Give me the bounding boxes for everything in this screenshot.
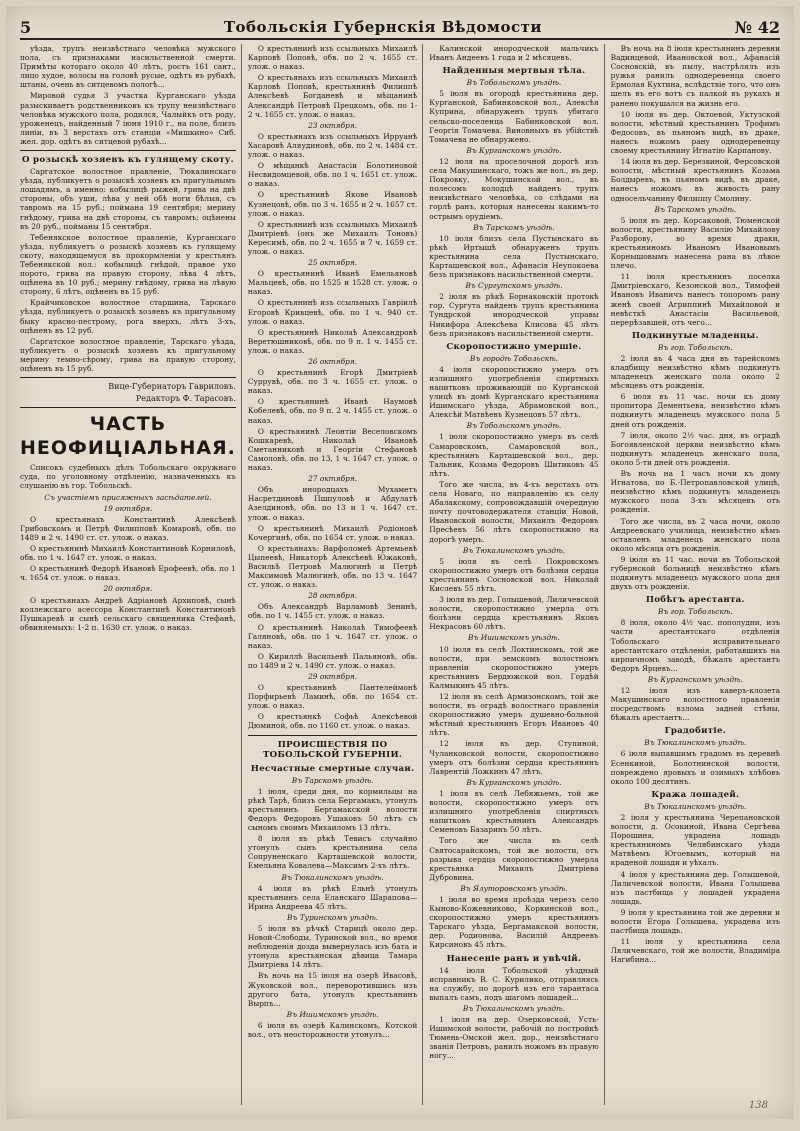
- archive-stamp: 138: [748, 1100, 768, 1111]
- paragraph: О крестьянинѣ изъ ссыльныхъ Гавріилѣ Егоровѣ Кривцевѣ, обв. по 1 ч. 940 ст. улож. о наказ.: [247, 298, 418, 326]
- paragraph: 14 іюля въ дер. Березвиной, Ферсовской волости, мѣстный крестьянинъ Козьма Болдыревъ, въ пьяномъ видѣ, въ драке, нанесъ ножомъ въ живость рану односельчанину Филиппу Смолину.: [610, 157, 781, 203]
- paragraph: 12 іюля въ селѣ Армизонскомъ, той же волости, въ оградѣ волостнаго правленія скоропостижно умеръ душевно-больной мѣстный крестьянинъ Егоръ Ивановъ 40 лѣтъ.: [429, 692, 599, 738]
- paragraph: 9 іюля у крестьянина той же деревни и волости Егора Голышева, украдена изъ пастбища лошадь.: [610, 907, 781, 936]
- paragraph: 6 іюля выпавшимъ градомъ въ деревнѣ Есенкиной, Болотнинской волости, повреждено яровыхъ и озимыхъ хлѣбовъ около 100 десятинъ.: [610, 749, 781, 786]
- subheading: Въ Сургутскомъ уѣздѣ.: [465, 281, 563, 291]
- section-heading: Скоропостижно умершіе.: [446, 341, 582, 352]
- unofficial-part-heading: ЧАСТЬ НЕОФИЦІАЛЬНАЯ.: [20, 413, 236, 460]
- paragraph: 6 іюля въ 11 час. ночи къ дому пропитора Дементьева, неизвѣстно кѣмъ подкинутъ младенецъ мужского пола 5 дней отъ рожденія.: [610, 392, 781, 429]
- paragraph: 4 іюля у крестьянина дер. Голышевой, Лиличевской волости, Ивана Голышева изъ пастбища у лошадей украдена лошадь.: [610, 869, 781, 906]
- paragraph: 10 іюля въ дер. Октоевой, Уктузской волости, мѣстный крестьянинъ Трофимъ Федосовъ, въ пьяномъ видѣ, въ драке, нанесъ ножомъ рану однодеревенцу своему крестьянину Игнатію Карпанову.: [610, 109, 781, 156]
- subheading: Въ Тобольскомъ уѣздѣ.: [466, 78, 562, 88]
- paragraph: 3 іюля въ дер. Голышевой, Лиличевской волости, скоропостижно умерла отъ болѣзни сердца крестьянинъ Яковъ Некрасовъ 60 лѣтъ.: [429, 595, 599, 632]
- section-heading: Найденныя мертвыя тѣла.: [442, 66, 586, 77]
- paragraph: О крестьянахъ Константинѣ Алексѣевѣ Грибовскомъ и Петрѣ Филипповѣ Комаровѣ, обв. по 1489 и 2 ч. 1490 ст. ст. улож. о наказ.: [20, 514, 236, 542]
- paragraph: Саргатское волостное правленіе, Тюкалинскаго уѣзда, публикуетъ о розыскѣ хозяевъ къ пригульнымъ лошадямъ, а именно: кобылицѣ рыжей, грива на двѣ стороны, объ уши, лѣва у ней обѣ ноги бѣлыя, съ тавромъ на 15 руб.; поймана 19 сентября; мерину гнѣдому, грива на двѣ стороны, съ тавромъ; оцѣнены въ 20 руб., пойманы 15 сентября.: [20, 167, 236, 231]
- paragraph: О крестьянинѣ Николаѣ Тимофеевѣ Галяновѣ, обв. по 1 ч. 1647 ст. улож. о наказ.: [247, 622, 418, 650]
- paragraph: Списокъ судебныхъ дѣлъ Тобольскаго окружнаго суда, по уголовному отдѣленію, назначенныхъ къ слушанію въ гор. Тобольскѣ.: [20, 463, 236, 491]
- subheading: Въ Курганскомъ уѣздѣ.: [647, 674, 743, 684]
- paragraph: Саргатское волостное правленіе, Тарскаго уѣзда, публикуетъ о розыскѣ хозяевъ къ пригульному мерину темно-сѣрому, грива на правую сторону, оцѣненъ въ 15 руб.: [20, 336, 236, 373]
- paragraph: Въ ночь на 15 іюля на озерѣ Ивасовѣ, Жуковской вол., переворотившись изъ другого бата, утонулъ крестьянинъ Вырпъ...: [247, 971, 418, 1008]
- paragraph: О крестьянинѣ Федорѣ Ивановѣ Ерофеевѣ, обв. по 1 ч. 1654 ст. улож. о наказ.: [20, 564, 236, 583]
- paragraph: 2 іюля у крестьянина Черепановской волости, д. Осокиной, Ивана Сергѣева Порошина, украдена лошадь крестьяниномъ Челябинскаго уѣзда Матвѣемъ Югоевымъ, который на краденой лошади и уѣхалъ.: [610, 812, 781, 868]
- paragraph: 4 іюля скоропостижно умеръ отъ излишняго употребленія спиртныхъ напитковъ проживающій по Курганской улицѣ въ домѣ Курганскаго крестьянина Ишимскаго уѣзда, Абрамовской вол., Алексѣй Матвѣевъ Кузнецовъ 57 лѣтъ.: [429, 364, 599, 420]
- paragraph: 9 іюля въ 11 час. ночи въ Тобольской губернской больницѣ неизвѣстно кѣмъ подкинутъ младенецъ мужского пола дня двухъ отъ рожденія.: [610, 554, 781, 592]
- subheading: Въ Ишимскомъ уѣздѣ.: [286, 1009, 379, 1019]
- paragraph: 1 іюля, среди дня, по кормильцы на рѣкѣ Тарѣ, близъ села Бергамакъ, утонулъ крестьянинъ Бергамакской волости Федоръ Федоровъ Ушаковъ 50 лѣтъ съ сыномъ своимъ Михаиломъ 13 лѣтъ.: [247, 786, 418, 833]
- paragraph: 4 іюля въ рѣкѣ Ельнѣ утонулъ крестьянинъ села Еланскаго Шарапова—Ирина Андреева 45 лѣтъ.: [247, 883, 418, 911]
- paragraph: 11 іюля у крестьянина села Ляличевскаго, той же волости, Владиміра Нагибина...: [610, 937, 781, 965]
- subheading: Въ Тарскомъ уѣздѣ.: [291, 775, 374, 785]
- subheading: Въ Туринскомъ уѣздѣ.: [287, 912, 379, 922]
- paragraph: О крестьянинѣ Михаилѣ Константиновѣ Корниловѣ, обв. по 1 ч. 1647 ст. улож. о наказ.: [20, 544, 236, 563]
- subheading: Въ Тарскомъ уѣздѣ.: [473, 222, 555, 232]
- paragraph: О крестьянинѣ Николаѣ Александровѣ Веретюшниковѣ, обв. по 9 п. 1 ч. 1455 ст. улож. о наказ.: [247, 327, 418, 355]
- paragraph: 8 іюля, около 4½ час. пополудни, изъ части арестантскаго отдѣленія Тобольскаго исправительнаго арестантскаго отдѣленія, работавшихъ на кирпичномъ заводѣ, бѣжалъ арестантъ Федоръ Ярцевъ...: [610, 618, 781, 673]
- subheading: Въ гор. Тобольскѣ.: [657, 607, 733, 617]
- subheading: Съ участіемъ присяжныхъ засѣдателей.: [44, 492, 212, 502]
- paragraph: 5 іюля въ селѣ Покровскомъ скоропостижно умеръ отъ болѣзни сердца крестьянинъ Сосновской вол. Николай Кислевъ 55 лѣтъ.: [429, 556, 599, 593]
- subheading: Въ Ялуторовскомъ уѣздѣ.: [460, 883, 568, 893]
- paragraph: О крестьянинѣ Леонтіи Веселовскомъ Кошкаревѣ, Николаѣ Ивановѣ Сметанниковѣ и Георгіи Стефановѣ Самоловѣ, обв. по 13, 1 ч. 1647 ст. улож. о наказ.: [247, 426, 418, 473]
- section-heading: О розыскѣ хозяевъ къ гулящему скоту.: [21, 155, 234, 166]
- subheading: Въ Тюкалинскомъ уѣздѣ.: [644, 738, 747, 748]
- paragraph: 11 іюля крестьянинъ поселка Дмитріевскаго, Кезонской вол., Тимофей Ивановъ Иваничъ нанесъ топоромъ рану женѣ своей Агриппинѣ Михайловой и невѣсткѣ Анастасіи Васильевой, перерѣзавшей, отъ чего...: [610, 272, 781, 327]
- section-heading: Кража лошадей.: [651, 789, 740, 800]
- paragraph: 1 іюля на дер. Озерковской, Усть-Ишимской волости, рабочій по постройкѣ Тюмень-Омской жел. дор., неизвѣстнаго званія Петровъ, ранилъ ножомъ въ правую ногу...: [429, 1015, 599, 1061]
- paragraph: Объ инородцахъ Мухаметъ Насретдиновѣ Пшпуловѣ и Абдулатѣ Азелдиновѣ, обв. по 13 и 1 ч. 1647 ст. улож. о наказ.: [247, 485, 418, 522]
- paragraph: 12 іюля въ дер. Ступиной, Чуланковской волости, скоропостижно умеръ отъ болѣзни сердца крестьянинъ Лаврентій Ложкинъ 47 лѣтъ.: [429, 739, 599, 776]
- section-heading: Побѣгъ арестанта.: [645, 595, 745, 606]
- subheading: Въ Тюкалинскомъ уѣздѣ.: [462, 1003, 565, 1013]
- paragraph: 1 іюля скоропостижно умеръ въ селѣ Самаровскомъ, Самаровской вол., крестьянинъ Карташевской вол., дер. Тальник, Козьма Федоровъ Шитиковъ 45 лѣтъ.: [429, 432, 599, 478]
- paragraph: 8 іюля въ рѣкѣ Тевисъ случайно утонулъ сынъ крестьянина села Сопруненскаго Карташевской волости, Емельяна Ковалева—Максимъ 2-хъ лѣтъ.: [247, 834, 418, 871]
- date-heading: 25 октября.: [308, 258, 358, 268]
- column-3: [429, 44, 604, 1105]
- subheading: Въ Ишимскомъ уѣздѣ.: [468, 633, 560, 643]
- section-heading: ПРОИСШЕСТВІЯ ПО ТОБОЛЬСКОЙ ГУБЕРНІИ.: [262, 739, 403, 760]
- newspaper-title: Тобольскія Губернскія Вѣдомости: [223, 18, 543, 36]
- column-4: [611, 44, 780, 1105]
- paragraph: 7 іюля, около 2½ час. дня, въ оградѣ Богоявленской церкви неизвѣстно кѣмъ подкинутъ младенецъ женскаго пола, около 5-ти дней отъ рожденія.: [610, 430, 781, 467]
- subheading: Въ городѣ Тобольскѣ.: [469, 353, 559, 363]
- paragraph: 12 іюля изъ каверъ-клозета Макушинскаго волостного правленія посредствомъ взлома задней стѣны, бѣжалъ арестантъ...: [610, 686, 781, 723]
- vice-governor-signature: Вице-Губернаторъ Гавриловъ.: [108, 382, 236, 392]
- paragraph: О крестьянахъ Андреѣ Адріановѣ Архиповѣ, сынѣ коллежскаго асессора Константинѣ Константиновѣ Пушкаревѣ и сынѣ сельскаго священника Стефанѣ, обвиняемыхъ: 1-2 п. 1630 ст. улож. о наказ.: [20, 595, 236, 632]
- paragraph: Тебенякское волостное правленіе, Курганскаго уѣзда, публикуетъ о розыскѣ хозяевъ къ гулящему скоту, находящемуся въ прокормленіи у крестьянъ Тебенякской вол.: кобылицѣ гнѣдой, правое ухо порото, грива на правую сторону, лѣва 4 лѣтъ, оцѣнена въ 10 руб.; мерину гнѣдому, грива на лѣвую сторону, 6 лѣтъ, оцѣненъ въ 15 руб.: [20, 232, 236, 297]
- paragraph: Калинской инородческой мальчикъ Иванъ Андеевъ 1 года и 2 мѣсяцевъ.: [429, 44, 599, 63]
- paragraph: Того же числа, въ 2 часа ночи, около Андреевскаго училища, неизвѣстно кѣмъ оставленъ младенецъ женскаго пола около мѣсяца отъ рожденія.: [610, 516, 781, 553]
- date-heading: 20 октября.: [103, 584, 153, 594]
- columns: [20, 44, 780, 1105]
- paragraph: О Кириллѣ Васильевѣ Пальяновѣ, обв. по 1489 и 2 ч. 1490 ст. улож. о наказ.: [247, 651, 418, 670]
- paragraph: 1 іюля въ селѣ Лебяжьемъ, той же волости, скоропостижно умеръ отъ излишняго употребленія спиртныхъ напитковъ крестьянинъ Александръ Семеновъ Базаринъ 50 лѣтъ.: [429, 788, 599, 835]
- paragraph: О крестьянинѣ Егорѣ Дмитріевѣ Суррувѣ, обв. по 3 ч. 1655 ст. улож. о наказ.: [247, 368, 418, 396]
- paragraph: Того же числа въ селѣ Святосарайскомъ, той же волости, отъ разрыва сердца скоропостижно умерла крестьянка Михаилъ Дмитріева Дубровина.: [429, 836, 599, 882]
- section-heading: Несчастные смертные случаи.: [250, 763, 415, 774]
- paragraph: 1 іюля во время проѣзда черезъ село Кыново-Кожевниково, Коркинской вол., скоропостижно умеръ крестьянинъ Тарскаго уѣзда, Бергамакской волости, дер. Родионова, Василій Андреевъ Кирсиновъ 45 лѣтъ.: [429, 894, 599, 950]
- paragraph: О крестьянинѣ изъ ссыльныхъ Михаилѣ Дмитріевѣ (онъ же Михаилъ Тоновъ) Кересимѣ, обв. по 2 ч. 1655 и 7 ч. 1659 ст. улож. о наказ.: [247, 219, 418, 256]
- subheading: Въ Тобольскомъ уѣздѣ.: [466, 421, 562, 431]
- section-heading: Градобитіе.: [664, 726, 727, 737]
- paragraph: О крестьянкѣ Софьѣ Алексѣевой Дюминой, обв. по 1160 ст. улож. о наказ.: [247, 712, 418, 731]
- paragraph: О крестьянинѣ Иванѣ Наумовѣ Кобелевѣ, обв. по 9 п. 2 ч. 1455 ст. улож. о наказ.: [247, 397, 418, 425]
- paragraph: 10 іюля близъ села Пустынскаго въ рѣкѣ Иртышѣ обнаруженъ трупъ крестьянина села Пустынскаго, Карташевской вол., Афанасія Неупокоева безъ признаковъ насильственной смерти.: [429, 233, 599, 280]
- column-2: [248, 44, 423, 1105]
- paragraph: О крестьянахъ изъ ссыльныхъ Ирруанѣ Хасаровѣ Аляудиновѣ, обв. по 2 ч. 1484 ст. улож. о наказ.: [247, 131, 418, 160]
- paragraph: 2 іюля въ 4 часа дня въ тарейскомъ кладбищу неизвѣстно кѣмъ подкинутъ младенецъ женскаго пола около 2 мѣсяцевъ отъ рожденія.: [610, 353, 781, 391]
- divider: [20, 150, 236, 151]
- paragraph: 10 іюля въ селѣ Локтинскомъ, той же волости, при земскомъ волостномъ правленіи скоропостижно умеръ крестьянинъ Бердюжской вол. Гордѣй Калмыкинъ 45 лѣтъ.: [429, 644, 599, 690]
- paragraph: О крестьянахъ: Варфоломеѣ Артемьевѣ Цыпеевѣ, Никаторѣ Алексѣевѣ Южаковѣ, Васильѣ Петровѣ Малюгинѣ и Петрѣ Максимовѣ Малюгинѣ, обв. по 13 ч. 1647 ст. улож. о наказ.: [247, 543, 418, 590]
- paragraph: 2 іюля въ рѣкѣ Борнаковскій протокѣ гор. Сургута найденъ трупъ крестьянина Тундрской инородческой управы Никифора Алексѣева Клисова 45 лѣтъ безъ признаковъ насильственной смерти.: [429, 292, 599, 338]
- newspaper-page: [6, 6, 794, 1119]
- subheading: Въ Тарскомъ уѣздѣ.: [654, 204, 737, 214]
- paragraph: Мировой судья 3 участка Курганскаго уѣзда разыскиваетъ родственниковъ къ трупу неизвѣстнаго человѣка мужского пола, родился, Чалыйкъ отъ роду, уроженецъ, найденный 7 іюня 1910 г., на поле, близъ линіи, въ 3 верстахъ отъ станціи «Мишкино» Сиб. жел. дор. одѣтъ въ ситцевой рубахѣ...: [20, 91, 236, 146]
- subheading: Въ Тюкалинскомъ уѣздѣ.: [281, 872, 384, 882]
- paragraph: О крестьянинѣ Иванѣ Емельяновѣ Мальцевѣ, обв. по 1525 и 1528 ст. улож. о наказ.: [247, 269, 418, 297]
- section-heading: Нанесеніе ранъ и увѣчій.: [446, 953, 582, 964]
- column-1: [20, 44, 242, 1105]
- paragraph: 12 іюля на проселочной дорогѣ изъ села Макушинскаго, тожъ же вол., въ дер. Покровку, Мокушинской вол., въ полесомъ колодцѣ найденъ трупъ неизвѣстнаго человѣка, со слѣдами на горлѣ ранъ, которыя нанесены какимъ-то острымъ орудіемъ.: [429, 156, 599, 221]
- subheading: Въ Курганскомъ уѣздѣ.: [466, 145, 562, 155]
- subheading: Въ Курганскомъ уѣздѣ.: [466, 777, 562, 787]
- paragraph: Въ ночь на 1 часъ ночи къ дому Игнатова, по Б.-Петропавловской улицѣ, неизвѣстно кѣмъ подкинутъ младенецъ мужского пола 3-хъ мѣсяцевъ отъ рожденія.: [610, 469, 781, 515]
- page-number: 5: [20, 17, 32, 37]
- date-heading: 28 октября.: [308, 591, 358, 601]
- paragraph: Крайчиковское волостное старшина, Тарскаго уѣзда, публикуетъ о розыскѣ хозяевъ къ пригульному быку красно-пестрому, рога вверхъ, лѣтъ 3-хъ, оцѣненъ въ 12 руб.: [20, 298, 236, 335]
- paragraph: уѣзда, трупъ неизвѣстнаго человѣка мужского пола, съ признаками насильственной смерти. Примѣты котораго около 40 лѣтъ, ростъ 161 сант., лицо худое, волосы на головѣ русые, одѣтъ въ рубахѣ, штаны, очень въ ситцевомъ пологѣ...: [20, 44, 236, 90]
- date-heading: 23 октября.: [308, 120, 358, 130]
- paragraph: О крестьянинѣ Михаилѣ Родіоновѣ Кочергинѣ, обв. по 1654 ст. улож. о наказ.: [247, 523, 418, 542]
- paragraph: 5 іюля въ огородѣ крестьянина дер. Курганской, Бабинковской вол., Алексѣя Куприна, обнаруженъ трупъ убитаго сельско-поселенца Бабинковской вол. Георгія Томачева. Виновныхъ въ убійствѣ Томачева не обнаружено.: [429, 89, 599, 144]
- paragraph: О крестьянинѣ Якове Ивановѣ Кузнецовѣ, обв. по 3 ч. 1655 и 2 ч. 1657 ст. улож. о наказ.: [247, 190, 418, 218]
- issue-number: № 42: [734, 17, 780, 37]
- editor-signature: Редакторъ Ф. Тарасовъ.: [135, 394, 236, 404]
- page-header: [20, 16, 780, 40]
- date-heading: 26 октября.: [308, 357, 358, 366]
- paragraph: Того же числа, въ 4-хъ верстахъ отъ села Новаго, по направленію къ селу Абалакскому, сопровождавшій очередную почту почтоводержателя станціи Новой, Ивановской волости, Михаилъ Федоровъ Пресѣевъ 56 лѣтъ скоропостижно на дорогѣ умеръ.: [429, 479, 599, 544]
- paragraph: 5 іюля въ рѣчкѣ Старицѣ около дер. Новой-Слободы, Туринской вол., во время неблюденія дозда вывернулась изъ бата и утонула крестьянская дѣвица Тамара Дмитріева 14 лѣтъ.: [247, 923, 418, 970]
- paragraph: О мѣщанкѣ Анастасіи Болотиновой Несвидомцевой, обв. по 1 ч. 1651 ст. улож. о наказ.: [247, 161, 418, 189]
- paragraph: О крестьянинѣ Пантелеймонѣ Порфирьевѣ Ламинѣ, обв. по 1654 ст. улож. о наказ.: [247, 683, 418, 711]
- divider: [20, 377, 236, 378]
- date-heading: 29 октября.: [308, 672, 358, 681]
- paragraph: 14 іюля Тобольской уѣздный исправникъ В. С. Курилико, отправляясь на службу, по дорогѣ изъ его тарантаса выпалъ самъ, подъ шагомъ лошадей...: [429, 965, 599, 1002]
- subheading: Въ гор. Тобольскѣ.: [657, 342, 733, 352]
- paragraph: Объ Александрѣ Варламовѣ Зенинѣ, обв. по 1 ч. 1455 ст. улож. о наказ.: [247, 602, 418, 621]
- paragraph: О крестьянинѣ изъ ссыльныхъ Михаилѣ Карповѣ Поповѣ, обв. по 2 ч. 1655 ст. улож. о наказ.: [247, 44, 418, 72]
- date-heading: 19 октября.: [103, 503, 153, 513]
- subheading: Въ Тюкалинскомъ уѣздѣ.: [462, 545, 565, 555]
- divider: [248, 735, 417, 736]
- divider: [20, 407, 236, 408]
- paragraph: 5 іюля въ дер. Корсаковой, Тюменской волости, крестьянину Василію Михайлову Разборову, во время драки, крестьяниномъ Иваномъ Ивановымъ Корнышовымъ нанесена рана въ лѣвое плечо.: [610, 215, 781, 271]
- date-heading: 27 октября.: [308, 474, 358, 484]
- subheading: Въ Тюкалинскомъ уѣздѣ.: [644, 801, 747, 811]
- paragraph: 6 іюля въ озерѣ Калинскомъ, Котской вол., отъ неосторожности утонулъ...: [247, 1020, 418, 1039]
- paragraph: О крестьянахъ изъ ссыльныхъ Михаилѣ Карловѣ Поповѣ, крестьянинѣ Филиппѣ Алексѣевѣ Богданевѣ и мѣщанинѣ Александрѣ Петровѣ Прецкомъ, обв. по 1-2 ч. 1655 ст. улож. о наказ.: [247, 73, 418, 119]
- paragraph: Въ ночь на 8 іюля крестьянинъ деревни Вадинцевой, Ивановской вол., Афанасій Сосновскій, въ пылу, настрѣлялъ изъ ружья ранилъ однодеревенца своего Ермолая Кухтина, вслѣдствіе того, что онъ шелъ въ его вотъ съ палкой въ рукахъ и ранено покушался на жизнь его.: [610, 44, 781, 108]
- section-heading: Подкинутые младенцы.: [631, 330, 759, 341]
